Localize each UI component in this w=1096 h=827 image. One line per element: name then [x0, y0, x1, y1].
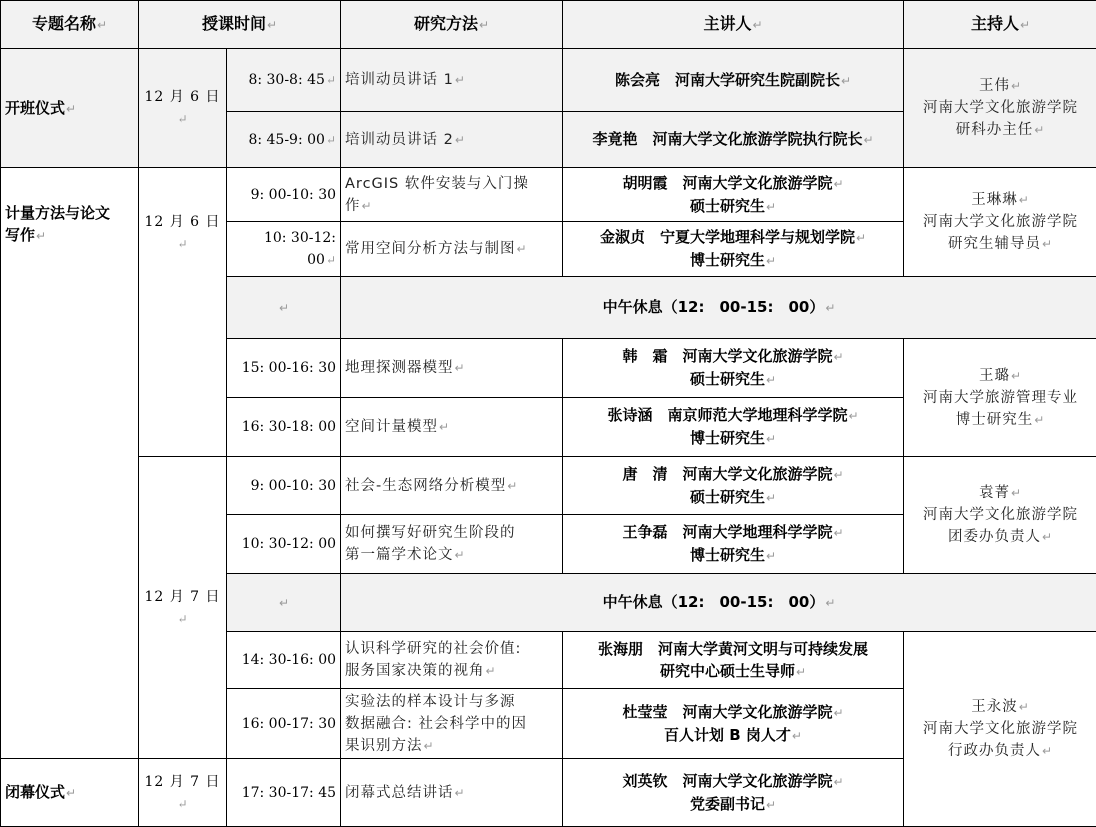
- lunch-break: 中午休息（12: 00-15: 00）↵: [341, 277, 1096, 339]
- lunch-break: 中午休息（12: 00-15: 00）↵: [341, 574, 1096, 632]
- time-cell: 8: 30-8: 45↵: [227, 49, 341, 112]
- time-cell: 8: 45-9: 00↵: [227, 112, 341, 168]
- date-cell: 12 月 6 日↵: [139, 168, 227, 457]
- speaker-cell: 李竟艳 河南大学文化旅游学院执行院长↵: [563, 112, 904, 168]
- break-time-cell: ↵: [227, 574, 341, 632]
- speaker-cell: 刘英钦 河南大学文化旅游学院↵ 党委副书记↵: [563, 759, 904, 827]
- time-cell: 16: 00-17: 30: [227, 689, 341, 759]
- method-cell: 闭幕式总结讲话↵: [341, 759, 563, 827]
- speaker-cell: 韩 霜 河南大学文化旅游学院↵ 硕士研究生↵: [563, 339, 904, 398]
- header-speaker: 主讲人↵: [563, 1, 904, 49]
- table-row: [1, 457, 1096, 515]
- method-cell: 地理探测器模型↵: [341, 339, 563, 398]
- host-cell: 王琳琳↵ 河南大学文化旅游学院 研究生辅导员↵: [904, 168, 1096, 277]
- method-cell: ArcGIS 软件安装与入门操 作↵: [341, 168, 563, 222]
- date-cell: 12 月 6 日↵: [139, 49, 227, 168]
- table-row: [1, 168, 1096, 222]
- speaker-cell: 金淑贞 宁夏大学地理科学与规划学院↵ 博士研究生↵: [563, 222, 904, 277]
- header-host: 主持人↵: [904, 1, 1096, 49]
- break-time-cell: ↵: [227, 277, 341, 339]
- speaker-cell: 张海朋 河南大学黄河文明与可持续发展 研究中心硕士生导师↵: [563, 632, 904, 689]
- time-cell: 9: 00-10: 30: [227, 168, 341, 222]
- topic-closing: 闭幕仪式↵: [1, 759, 139, 827]
- date-cell: 12 月 7 日↵: [139, 457, 227, 759]
- method-cell: 常用空间分析方法与制图↵: [341, 222, 563, 277]
- host-cell: 王伟↵ 河南大学文化旅游学院 研科办主任↵: [904, 49, 1096, 168]
- host-cell: 王永波↵ 河南大学文化旅游学院 行政办负责人↵: [904, 632, 1096, 827]
- topic-quant: 计量方法与论文 写作↵: [1, 168, 139, 759]
- speaker-cell: 陈会亮 河南大学研究生院副院长↵: [563, 49, 904, 112]
- time-cell: 10: 30-12: 00↵: [227, 222, 341, 277]
- method-cell: 培训动员讲话 1↵: [341, 49, 563, 112]
- header-time: 授课时间↵: [139, 1, 341, 49]
- table-row: [1, 49, 1096, 112]
- time-cell: 14: 30-16: 00: [227, 632, 341, 689]
- time-cell: 15: 00-16: 30: [227, 339, 341, 398]
- method-cell: 培训动员讲话 2↵: [341, 112, 563, 168]
- host-cell: 袁菁↵ 河南大学文化旅游学院 团委办负责人↵: [904, 457, 1096, 574]
- speaker-cell: 张诗涵 南京师范大学地理科学学院↵ 博士研究生↵: [563, 398, 904, 457]
- method-cell: 如何撰写好研究生阶段的 第一篇学术论文↵: [341, 515, 563, 574]
- method-cell: 社会-生态网络分析模型↵: [341, 457, 563, 515]
- method-cell: 空间计量模型↵: [341, 398, 563, 457]
- time-cell: 9: 00-10: 30: [227, 457, 341, 515]
- time-cell: 16: 30-18: 00: [227, 398, 341, 457]
- speaker-cell: 唐 清 河南大学文化旅游学院↵ 硕士研究生↵: [563, 457, 904, 515]
- method-cell: 认识科学研究的社会价值: 服务国家决策的视角↵: [341, 632, 563, 689]
- time-cell: 10: 30-12: 00: [227, 515, 341, 574]
- speaker-cell: 胡明霞 河南大学文化旅游学院↵ 硕士研究生↵: [563, 168, 904, 222]
- date-cell: 12 月 7 日↵: [139, 759, 227, 827]
- header-topic: 专题名称↵: [1, 1, 139, 49]
- header-row: [1, 1, 1096, 49]
- topic-opening: 开班仪式↵: [1, 49, 139, 168]
- time-cell: 17: 30-17: 45: [227, 759, 341, 827]
- host-cell: 王璐↵ 河南大学旅游管理专业 博士研究生↵: [904, 339, 1096, 457]
- header-method: 研究方法↵: [341, 1, 563, 49]
- method-cell: 实验法的样本设计与多源 数据融合: 社会科学中的因 果识别方法↵: [341, 689, 563, 759]
- speaker-cell: 杜莹莹 河南大学文化旅游学院↵ 百人计划 B 岗人才↵: [563, 689, 904, 759]
- speaker-cell: 王争磊 河南大学地理科学学院↵ 博士研究生↵: [563, 515, 904, 574]
